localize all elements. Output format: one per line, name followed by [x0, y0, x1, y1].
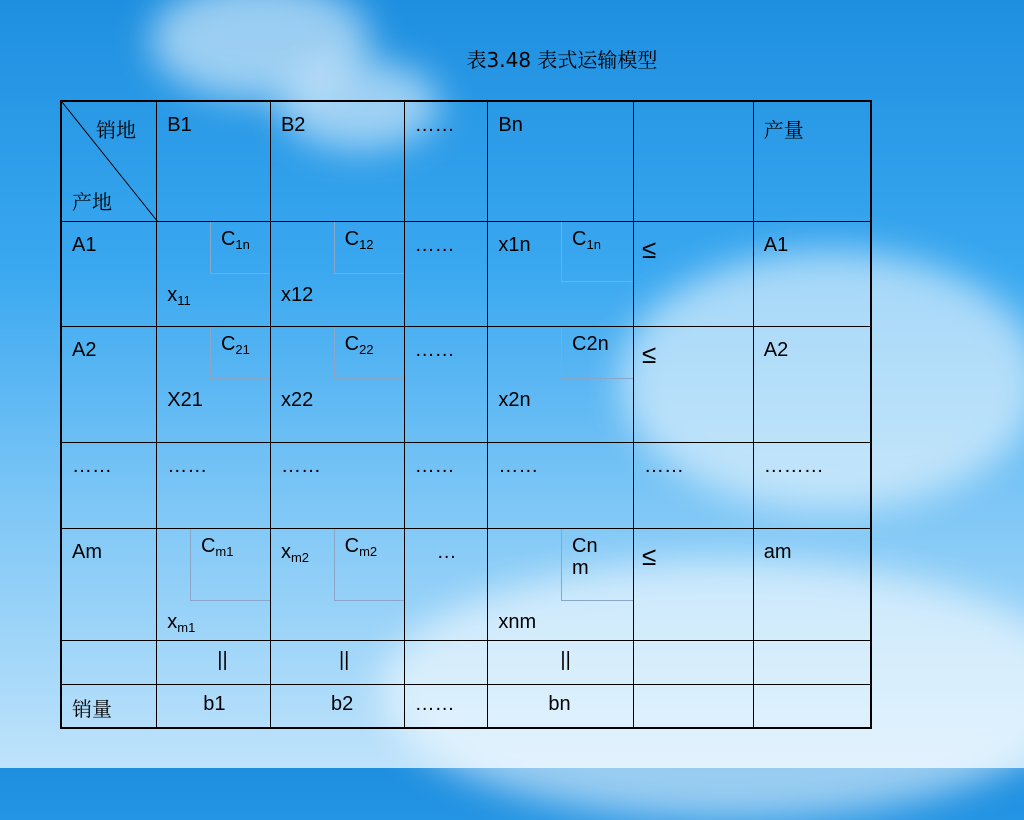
var-label: X21: [167, 388, 203, 411]
table-row: || || ||: [61, 640, 871, 684]
var-label: $x_{m2}$: [280, 540, 310, 565]
cell: [488, 221, 634, 326]
col-header: Bn: [488, 101, 634, 221]
cost-box: $C_{21}$: [210, 327, 270, 379]
cell: [157, 326, 271, 442]
cost-box: C2n: [561, 327, 633, 379]
cell: [270, 528, 404, 640]
col-header: ……: [404, 101, 488, 221]
relation-cell: ≤: [634, 326, 754, 442]
table-row: [61, 221, 871, 326]
col-header: B1: [157, 101, 271, 221]
cell: [157, 221, 271, 326]
table-row: …… …… …… …… …… …… ………: [61, 442, 871, 528]
supply-cell: am: [753, 528, 871, 640]
header-row: [61, 101, 871, 221]
cost-box: $C_{12}$: [334, 222, 404, 274]
var-label: x1n: [498, 233, 531, 256]
corner-bottom-label: 产地: [72, 192, 112, 214]
supply-cell: A1: [753, 221, 871, 326]
var-label: xnm: [498, 610, 537, 633]
transport-table: [60, 100, 872, 729]
cell: [157, 528, 271, 640]
relation-cell: ≤: [634, 528, 754, 640]
var-label: x12: [280, 283, 314, 306]
cell: ……: [404, 221, 488, 326]
var-label: x2n: [498, 388, 531, 411]
corner-top-label: 销地: [96, 120, 136, 142]
cell: …: [404, 528, 488, 640]
table-row: [61, 528, 871, 640]
cost-box: $C_{1n}$: [561, 222, 633, 282]
var-label: $x_{11}$: [167, 283, 191, 308]
demand-row: 销量 b1 b2 …… bn: [61, 684, 871, 728]
cell: [270, 221, 404, 326]
row-label: A1: [61, 221, 157, 326]
cost-box: $C_{22}$: [334, 327, 404, 379]
row-label: 销量: [61, 684, 157, 728]
cell: [270, 326, 404, 442]
cell: [488, 326, 634, 442]
corner-cell: [61, 101, 157, 221]
cost-box: $C_{m2}$: [334, 529, 404, 601]
cost-box: Cn m: [561, 529, 633, 601]
slide-title: 表3.48 表式运输模型: [466, 48, 658, 72]
cell: ……: [404, 326, 488, 442]
row-label: A2: [61, 326, 157, 442]
cost-box: $C_{1n}$: [210, 222, 270, 274]
var-label: x22: [280, 388, 314, 411]
col-header: 产量: [753, 101, 871, 221]
table-row: [61, 326, 871, 442]
col-header: [634, 101, 754, 221]
cell: [488, 528, 634, 640]
row-label: Am: [61, 528, 157, 640]
supply-cell: A2: [753, 326, 871, 442]
col-header: B2: [270, 101, 404, 221]
cost-box: $C_{m1}$: [190, 529, 270, 601]
var-label: $x_{m1}$: [167, 610, 196, 635]
relation-cell: ≤: [634, 221, 754, 326]
